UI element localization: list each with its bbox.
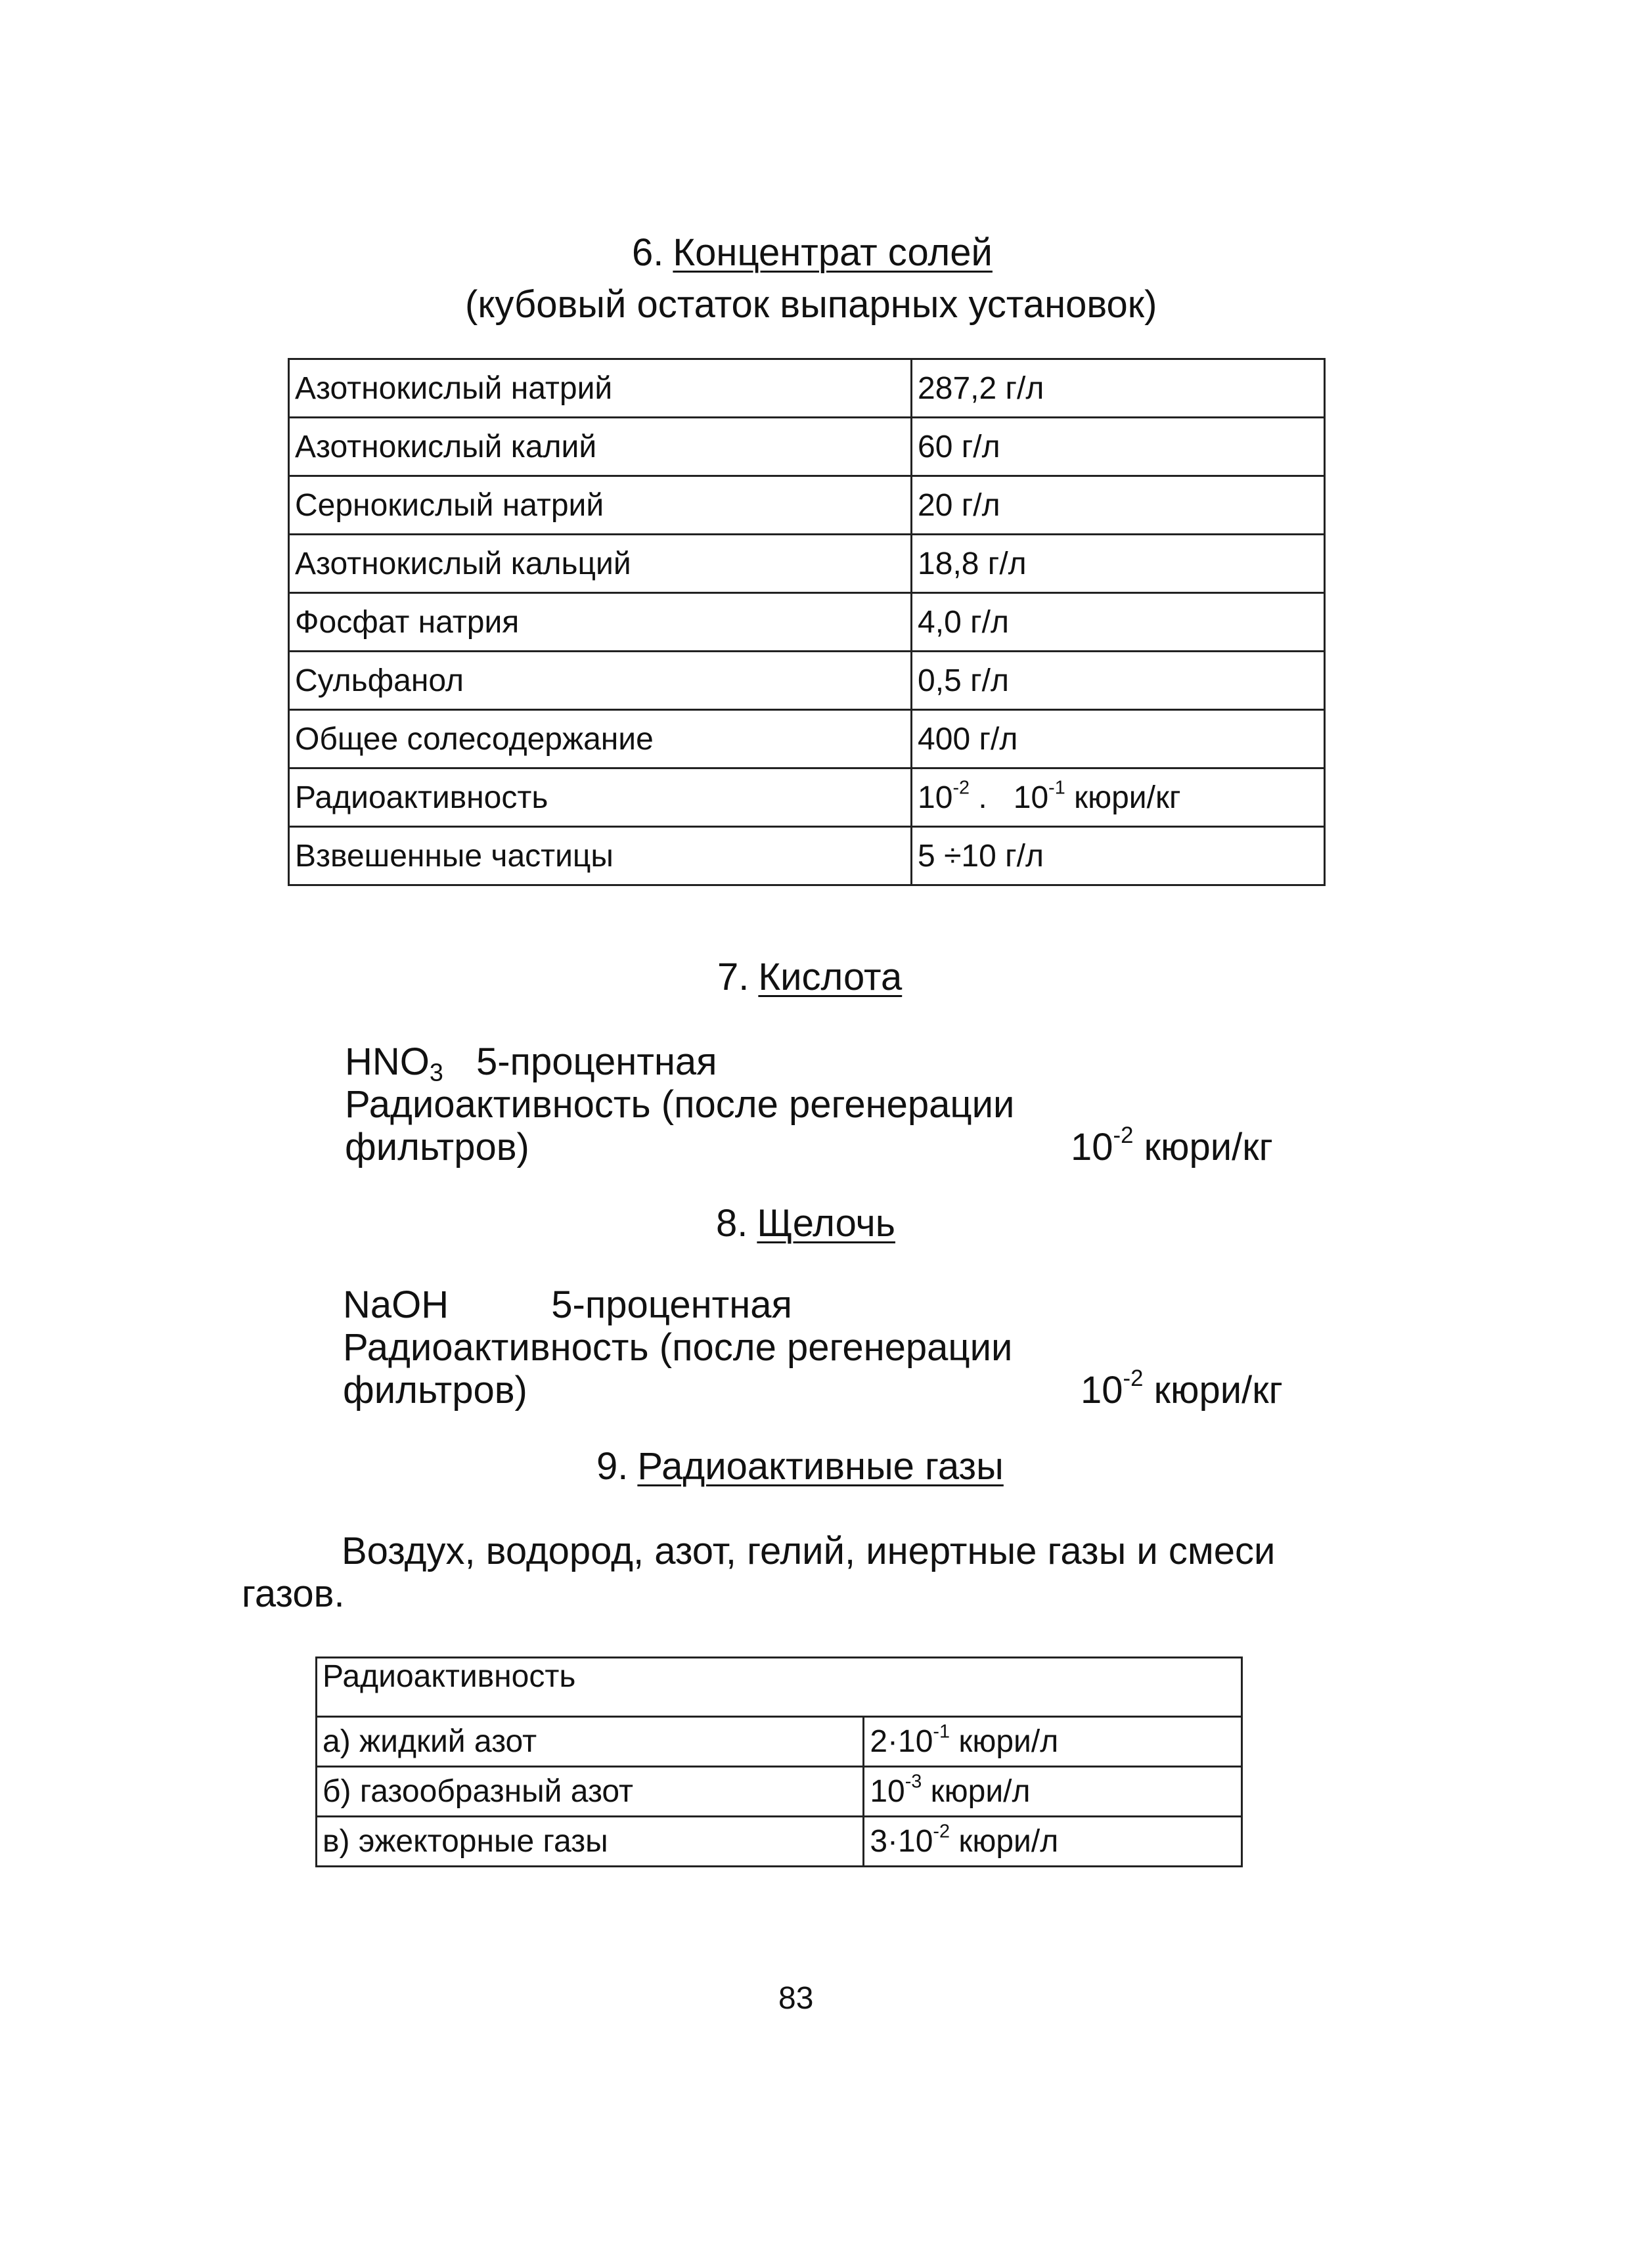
- value-cell: 4,0 г/л: [912, 593, 1325, 652]
- table-row: [289, 827, 1325, 885]
- section9-heading: [596, 1445, 1004, 1489]
- value-cell: 0,5 г/л: [912, 652, 1325, 710]
- table-row: [289, 418, 1325, 476]
- value-cell: $3\cdot 10^{-2}$ кюри/л: [864, 1817, 1242, 1867]
- section6-heading: [632, 231, 993, 275]
- page-number: 83: [778, 1981, 814, 2016]
- section7-value: $10^{-2}$ кюри/кг: [1071, 1122, 1273, 1168]
- table-header-row: [317, 1658, 1242, 1717]
- section6-subtitle: (кубовый остаток выпарных установок): [465, 283, 1157, 326]
- section7-formula-line: [345, 1040, 717, 1086]
- value-cell: 400 г/л: [912, 710, 1325, 768]
- table-row: [289, 593, 1325, 652]
- substance-cell: Общее солесодержание: [289, 710, 912, 768]
- value-cell: 20 г/л: [912, 476, 1325, 535]
- section8-formula-line: [343, 1284, 792, 1326]
- section7-heading: [717, 956, 902, 1000]
- section9-number: 9.: [596, 1445, 629, 1488]
- table-row: [289, 476, 1325, 535]
- section8-value: $10^{-2}$ кюри/кг: [1081, 1365, 1283, 1412]
- section7-line2: Радиоактивность (после регенерации: [345, 1083, 1015, 1126]
- section8-title: Щелочь: [757, 1202, 895, 1245]
- gas-type-cell: б) газообразный азот: [317, 1767, 864, 1817]
- section8-number: 8.: [716, 1202, 748, 1245]
- radioactive-gases-table: [315, 1657, 1243, 1867]
- substance-cell: Взвешенные частицы: [289, 827, 912, 885]
- table-row: [317, 1817, 1242, 1867]
- value-cell: $10^{-3}$ кюри/л: [864, 1767, 1242, 1817]
- section7-line3: фильтров): [345, 1126, 529, 1168]
- substance-cell: Азотнокислый натрий: [289, 359, 912, 418]
- substance-cell: Сульфанол: [289, 652, 912, 710]
- substance-cell: Радиоактивность: [289, 768, 912, 827]
- table-row: [289, 768, 1325, 827]
- section7-formula: $HNO_3$: [345, 1040, 443, 1086]
- value-cell: 18,8 г/л: [912, 535, 1325, 593]
- table-row: [289, 710, 1325, 768]
- section7-title: Кислота: [758, 956, 903, 998]
- value-cell: $2\cdot 10^{-1}$ кюри/л: [864, 1717, 1242, 1767]
- substance-cell: Азотнокислый кальций: [289, 535, 912, 593]
- table-row: [317, 1717, 1242, 1767]
- salt-concentrate-table: [288, 358, 1326, 886]
- table-row: [317, 1767, 1242, 1817]
- value-cell: 60 г/л: [912, 418, 1325, 476]
- section9-paragraph-line1: Воздух, водород, азот, гелий, инертные газы и смеси: [342, 1530, 1276, 1572]
- gas-type-cell: а) жидкий азот: [317, 1717, 864, 1767]
- gas-type-cell: в) эжекторные газы: [317, 1817, 864, 1867]
- table-row: [289, 652, 1325, 710]
- substance-cell: Сернокислый натрий: [289, 476, 912, 535]
- section8-line2: Радиоактивность (после регенерации: [343, 1326, 1013, 1369]
- section6-title: Концентрат солей: [673, 231, 993, 274]
- section8-concentration: 5-процентная: [551, 1283, 792, 1326]
- section9-title: Радиоактивные газы: [637, 1445, 1004, 1488]
- section8-formula: NaOH: [343, 1283, 449, 1326]
- section9-paragraph-line2: газов.: [242, 1572, 345, 1615]
- section6-number: 6.: [632, 231, 664, 274]
- value-cell: 5 ÷10 г/л: [912, 827, 1325, 885]
- substance-cell: Фосфат натрия: [289, 593, 912, 652]
- substance-cell: Азотнокислый калий: [289, 418, 912, 476]
- table-header: Радиоактивность: [317, 1658, 1242, 1717]
- section7-concentration: 5-процентная: [476, 1040, 717, 1083]
- radioactivity-value-cell: $10^{-2}$ . $10^{-1}$ кюри/кг: [912, 768, 1325, 827]
- section7-number: 7.: [717, 956, 749, 998]
- table-row: [289, 535, 1325, 593]
- table-row: [289, 359, 1325, 418]
- section8-line3: фильтров): [343, 1369, 527, 1412]
- section8-heading: [716, 1202, 895, 1246]
- value-cell: 287,2 г/л: [912, 359, 1325, 418]
